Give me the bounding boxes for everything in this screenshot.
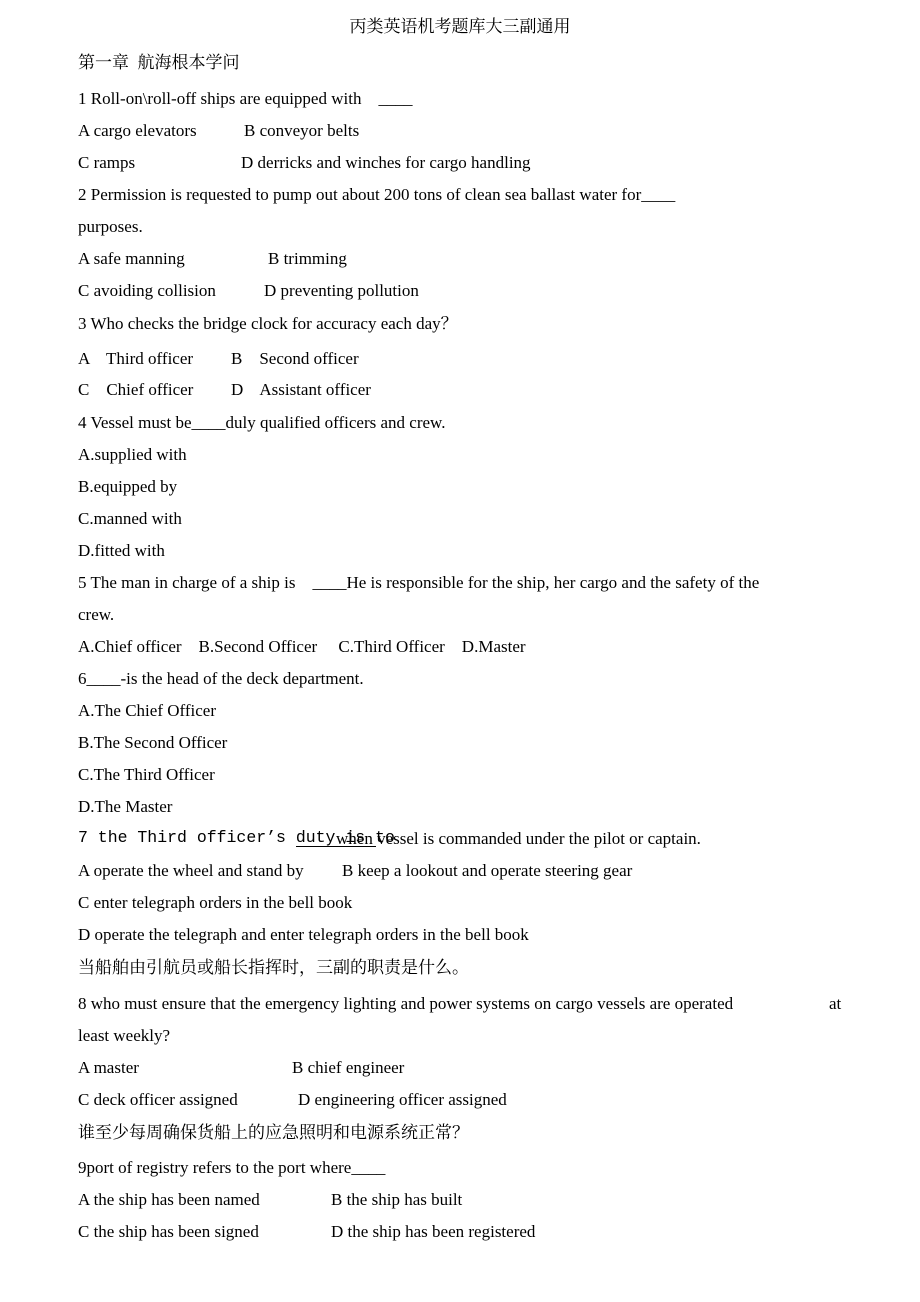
q3-option-d: D Assistant officer [231,380,371,399]
q9-option-d: D the ship has been registered [331,1222,536,1241]
q3-option-b: B Second officer [231,349,359,368]
q8-option-c: C deck officer assigned [78,1090,238,1109]
question-4-stem: 4 Vessel must be____duly qualified officers and crew. [78,413,446,432]
question-5-stem-cont: crew. [78,605,115,624]
question-8-stem: 8 who must ensure that the emergency lighting and power systems on cargo vessels are operated [78,994,734,1013]
q8-option-d: D engineering officer assigned [298,1090,507,1109]
q2-option-b: B trimming [268,249,347,268]
question-8-stem-cont: least weekly? [78,1026,171,1045]
q1-option-a: A cargo elevators [78,121,197,140]
q7-option-b: B keep a lookout and operate steering gear [342,861,633,880]
q9-option-c: C the ship has been signed [78,1222,259,1241]
question-1-stem: 1 Roll-on\roll-off ships are equipped with ____ [78,89,413,108]
q1-option-b: B conveyor belts [244,121,360,140]
q8-translation: 谁至少每周确保货船上的应急照明和电源系统正常？ [78,1123,469,1142]
page-title: 丙类英语机考题库大三副通用 [349,17,571,36]
q6-option-a: A.The Chief Officer [78,701,216,720]
question-7-stem-rest: when vessel is commanded under the pilot or captain. [336,829,701,848]
question-9-stem: 9port of registry refers to the port where____ [78,1158,386,1177]
q4-option-a: A.supplied with [78,445,187,464]
chapter-heading: 第一章 航海根本学问 [78,53,240,72]
q1-option-c: C ramps [78,153,136,172]
q7-option-a: A operate the wheel and stand by [78,861,304,880]
q6-option-b: B.The Second Officer [78,733,228,752]
q9-option-b: B the ship has built [331,1190,463,1209]
q9-option-a: A the ship has been named [78,1190,260,1209]
q3-option-a: A Third officer [78,349,194,368]
q2-option-d: D preventing pollution [264,281,419,300]
q7-translation: 当船舶由引航员或船长指挥时，三副的职责是什么。 [78,958,469,977]
q7-option-c: C enter telegraph orders in the bell book [78,893,353,912]
question-7-stem-mono: 7 the Third officer’s duty is to [78,828,395,847]
q8-option-a: A master [78,1058,139,1077]
q6-option-c: C.The Third Officer [78,765,215,784]
q4-option-d: D.fitted with [78,541,165,560]
q6-option-d: D.The Master [78,797,173,816]
q2-option-c: C avoiding collision [78,281,216,300]
question-6-stem: 6____-is the head of the deck department. [78,669,364,688]
question-3-stem: 3 Who checks the bridge clock for accuracy each day？ [78,314,458,333]
question-5-stem: 5 The man in charge of a ship is ____He is responsible for the ship, her cargo and the safety of the [78,573,760,592]
q7-option-d: D operate the telegraph and enter telegraph orders in the bell book [78,925,529,944]
q8-option-b: B chief engineer [292,1058,405,1077]
q2-option-a: A safe manning [78,249,185,268]
q5-options: A.Chief officer B.Second Officer C.Third Officer D.Master [78,637,526,656]
question-2-stem-cont: purposes. [78,217,143,236]
question-8-stem-at: at [829,994,842,1013]
q4-option-b: B.equipped by [78,477,178,496]
q4-option-c: C.manned with [78,509,182,528]
q1-option-d: D derricks and winches for cargo handling [241,153,531,172]
q3-option-c: C Chief officer [78,380,194,399]
question-2-stem: 2 Permission is requested to pump out about 200 tons of clean sea ballast water for____ [78,185,676,204]
